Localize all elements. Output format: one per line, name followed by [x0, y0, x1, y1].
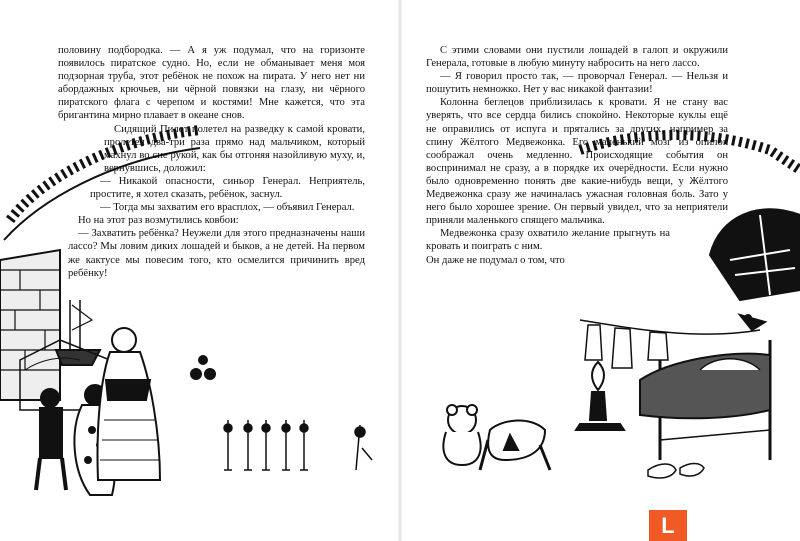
teddy-and-dog-illustration: [443, 405, 550, 470]
ship-illustration: [56, 300, 100, 365]
right-page-text: [426, 44, 728, 267]
right-paragraph-2: — Я говорил просто так, — проворчал Генерал. — Нельзя и пошутить немножко. Нет у вас никакой фантазии!: [426, 71, 728, 96]
right-paragraph-4: Медвежонка сразу охватило желание прыгнуть на кровать и поиграть с ним.: [426, 228, 670, 253]
flying-toy-illustration: [740, 315, 765, 330]
right-paragraph-3: Колонна беглецов приблизилась к кровати. Я не стану вас уверять, что все сердца бились спокойно. Некоторые куклы ещё не оправились от испуга и прятались за других, например за спину Жёлтого Медвежонка. Его маленький мозг из опилок соображал очень медленно. Происходящие события он воспринимал не сразу, а в порядке их очерёдности. Если нужно было одновременно понять две какие-нибудь вещи, у Жёлтого Медвежонка сразу же начиналась ужасная головная боль. Зато у него было хорошее зрение. Он первый увидел, что за неприятели приняли маленького спящего мальчика.: [426, 97, 728, 227]
left-paragraph-3: — Никакой опасности, синьор Генерал. Неприятель, простите, я хотел сказать, ребёнок, заснул.: [90, 175, 365, 201]
toy-soldiers-illustration: [224, 420, 372, 470]
right-paragraph-1: С этими словами они пустили лошадей в галоп и окружили Генерала, готовые в любую минуту набросить на него лассо.: [426, 45, 728, 70]
left-paragraph-5: Но на этот раз возмутились ковбои:: [78, 215, 239, 227]
right-paragraph-5: Он даже не подумал о том, что: [426, 254, 565, 266]
left-paragraph-1: половину подбородка. — А я уж подумал, что на горизонте появилось пиратское судно. Но, если не обманывает меня моя подзорная труба, этот ребёнок не похож на пирата. У него нет ни абордажных крючьев, ни чёрной повязки на глазу, ни чёрного пиратского флага с черепом и костями! Мне кажется, что эта бригантина мирно плавает в океане снов.: [58, 45, 365, 122]
left-paragraph-2: Сидящий Пилот полетел на разведку к самой кровати, пролетел два-три раза прямо над мальчиком, который махнул во сне рукой, как бы отгоняя назойливую муху, и, вернувшись, доложил:: [104, 123, 365, 174]
left-paragraph-4: — Тогда мы захватим его врасплох, — объявил Генерал.: [100, 202, 355, 214]
lamp-illustration: [576, 362, 624, 430]
motorbike-illustration: [191, 356, 215, 379]
left-paragraph-6: — Захватить ребёнка? Неужели для этого предназначены наши лассо? Мы ловим диких лошадей и быков, а не детей. На первом же кактусе мы повесим того, кто осмелится причинить вред ребёнку!: [68, 228, 365, 279]
slippers-illustration: [648, 464, 704, 479]
page-fold: [398, 0, 402, 541]
bed-illustration: [640, 340, 770, 460]
left-page-text: [58, 44, 365, 280]
publisher-logo-badge: L: [649, 510, 687, 541]
